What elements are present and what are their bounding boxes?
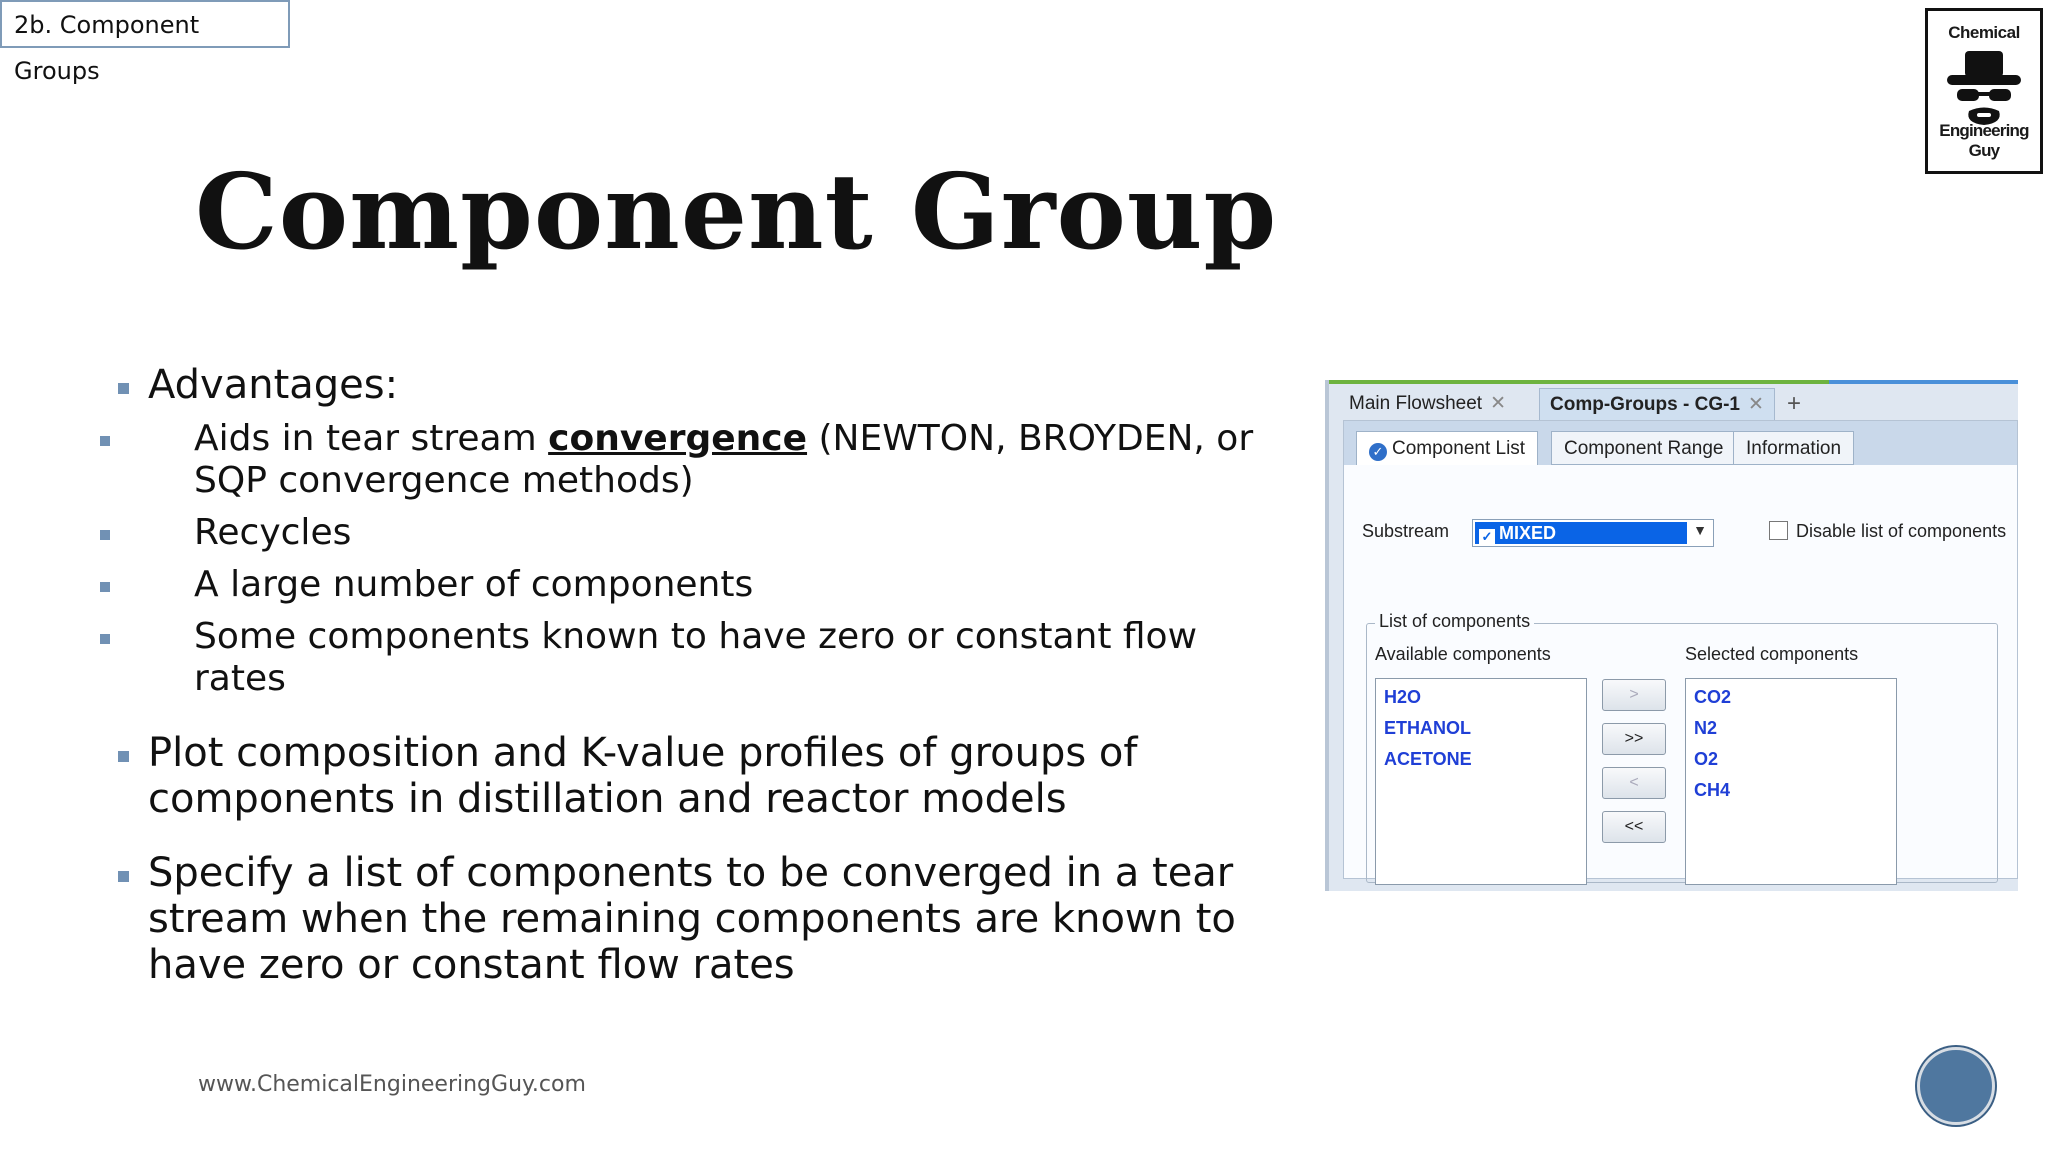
aids-prefix: Aids in tear stream [194,418,549,459]
nav-button[interactable] [1917,1047,1995,1125]
selected-components-label: Selected components [1685,644,1859,664]
tab-information[interactable] [1733,431,1854,465]
slide-title: Component Group [195,150,1278,273]
check-icon: ✓ [1479,529,1495,545]
disable-list-checkbox[interactable] [1769,521,1788,540]
form-tabs [1344,421,2017,465]
substream-selected-value [1475,522,1687,544]
tab-main-flowsheet-label: Main Flowsheet [1349,393,1483,414]
bullet-list [118,362,1278,1006]
convergence-link[interactable]: convergence [548,418,808,459]
footer-url[interactable]: www.ChemicalEngineeringGuy.com [198,1072,586,1097]
tab-comp-groups[interactable] [1539,388,1775,421]
bullet-advantages [118,362,1278,700]
logo-top-text: Chemical [1948,23,2020,42]
substream-select[interactable] [1472,519,1714,547]
tab-main-flowsheet[interactable] [1339,388,1516,420]
list-of-components-title: List of components [1375,611,1534,632]
sub-bullet-convergence [148,418,1278,502]
tab-comp-groups-label: Comp-Groups - CG-1 [1550,394,1740,415]
list-item[interactable]: CO2 [1694,687,1732,707]
substream-label: Substream [1362,521,1450,541]
available-components-list[interactable] [1375,678,1587,885]
selected-components-list[interactable] [1685,678,1897,885]
list-item[interactable]: ETHANOL [1384,718,1471,738]
tab-information-label: Information [1746,438,1842,459]
sub-bullet-recycles: Recycles [148,512,1278,554]
bullet-specify-text: Specify a list of components to be converged in a tear stream when the remaining components are known to have zero or constant flow rates [148,850,1236,988]
close-icon[interactable]: ✕ [1748,394,1764,415]
bullet-advantages-text: Advantages: [148,362,399,408]
bullet-plot-text: Plot composition and K-value profiles of groups of components in distillation and reactor models [148,730,1138,822]
logo-bottom-text: Engineering Guy [1939,121,2029,160]
list-item[interactable]: CH4 [1694,780,1731,800]
available-components-label: Available components [1375,644,1551,664]
chevron-down-icon[interactable]: ▼ [1693,522,1707,538]
list-item[interactable]: ACETONE [1384,749,1472,769]
document-tabs [1339,388,2018,420]
substream-value-text: MIXED [1499,523,1557,543]
list-item[interactable]: N2 [1694,718,1718,738]
sub-bullet-zero-flow: Some components known to have zero or constant flow rates [148,616,1278,700]
tab-component-range[interactable] [1551,431,1737,465]
aspen-screenshot [1325,380,2018,891]
section-tag: 2b. Component Groups [0,0,290,48]
list-of-components-group [1366,611,1998,883]
tab-component-list[interactable] [1356,431,1538,467]
component-group-form [1343,420,2018,879]
list-item[interactable]: O2 [1694,749,1719,769]
close-icon[interactable]: ✕ [1490,393,1506,414]
tab-component-range-label: Component Range [1564,438,1724,459]
tab-component-list-label: Component List [1392,438,1526,459]
aids-suffix: (NEWTON, BROYDEN, or SQP convergence methods) [194,418,1254,501]
add-tab-icon[interactable]: + [1787,390,1802,417]
form-body [1344,465,2017,878]
remove-one-button[interactable]: < [1602,767,1666,799]
disable-list-label: Disable list of components [1796,521,2007,541]
tab-strip-accent [1329,380,2018,384]
sub-bullet-list [148,418,1278,700]
sub-bullet-large-number: A large number of components [148,564,1278,606]
add-one-button[interactable]: > [1602,679,1666,711]
add-all-button[interactable]: >> [1602,723,1666,755]
check-circle-icon: ✓ [1369,443,1387,461]
bullet-specify [118,850,1278,988]
list-item[interactable]: H2O [1384,687,1422,707]
remove-all-button[interactable]: << [1602,811,1666,843]
brand-logo [1925,8,2043,174]
bullet-plot [118,730,1278,822]
